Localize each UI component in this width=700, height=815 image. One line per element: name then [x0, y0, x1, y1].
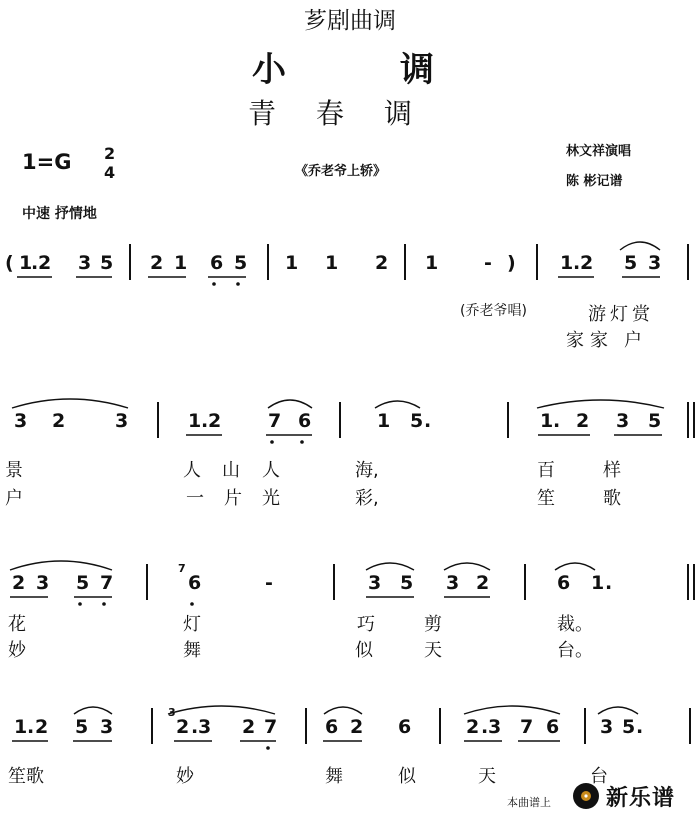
note: 2: [580, 252, 594, 274]
octave-dot: [236, 282, 240, 286]
key-signature: 1=G: [22, 150, 72, 174]
lyric-char: 剪: [424, 614, 442, 635]
lyric-char: 人: [183, 460, 201, 481]
note: 2: [35, 716, 49, 738]
lyric-char: 笙: [537, 488, 555, 509]
dot-mark: .: [636, 716, 644, 738]
dot-mark: .: [31, 252, 39, 274]
note: 7: [520, 716, 534, 738]
lyric-char: 灯: [610, 304, 628, 325]
note: ): [507, 252, 516, 274]
slur-arc: [74, 707, 112, 714]
lyric-char: 巧: [357, 614, 375, 635]
title-char-1: 小: [252, 50, 286, 90]
source-note: 《乔老爷上轿》: [295, 164, 387, 179]
note: 1: [188, 410, 202, 432]
note: 3: [648, 252, 662, 274]
note: 5: [75, 716, 89, 738]
note: 7: [268, 410, 282, 432]
note: 3: [616, 410, 630, 432]
lyric-char: 样: [603, 460, 621, 481]
site-logo-text: 新乐谱: [606, 786, 676, 811]
note: 2: [176, 716, 190, 738]
lyric-char: 灯: [183, 614, 201, 635]
note: 2: [576, 410, 590, 432]
slur-arc: [324, 707, 362, 714]
lyric-char: 山: [222, 460, 240, 481]
note: 3: [14, 410, 28, 432]
octave-dot: [78, 602, 82, 606]
lyric-char: (乔老爷唱): [460, 303, 527, 319]
lyric-char: 台。: [557, 640, 593, 661]
lyric-char: 人: [262, 460, 280, 481]
lyric-char: 似: [398, 766, 416, 787]
note: 5: [234, 252, 248, 274]
slur-arc: [10, 561, 112, 570]
lyric-char: 光: [262, 488, 280, 509]
note: 1: [377, 410, 391, 432]
note: 5: [400, 572, 414, 594]
note: 7: [100, 572, 114, 594]
slur-arc: [268, 400, 312, 408]
note: 3: [100, 716, 114, 738]
tempo-marking: 中速 抒情地: [22, 206, 97, 222]
subtitle: 青春调: [247, 97, 452, 130]
note: 3: [600, 716, 614, 738]
note: 2: [476, 572, 490, 594]
dot-mark: .: [573, 252, 581, 274]
dot-mark: .: [201, 410, 209, 432]
octave-dot: [266, 746, 270, 750]
lyric-char: 家: [590, 330, 608, 351]
note: 6: [557, 572, 571, 594]
slur-arc: [168, 706, 275, 714]
note: 2: [375, 252, 389, 274]
slur-arc: [366, 563, 414, 570]
lyric-char: 笙歌: [8, 766, 44, 787]
note: 1: [540, 410, 554, 432]
dot-mark: .: [553, 410, 561, 432]
grace-note: 7: [178, 562, 186, 575]
slur-arc: [12, 399, 128, 408]
slur-arc: [598, 707, 638, 714]
slur-arc: [464, 706, 560, 714]
sustain-dash: -: [484, 252, 492, 274]
time-signature-top: 2: [104, 144, 116, 163]
note: 6: [546, 716, 560, 738]
transcriber: 陈 彬记谱: [566, 174, 623, 189]
note: 2: [208, 410, 222, 432]
octave-dot: [190, 602, 194, 606]
note: 1: [19, 252, 33, 274]
note: 1: [560, 252, 574, 274]
lyric-char: 花: [8, 614, 26, 635]
lyric-char: 似: [355, 640, 373, 661]
lyric-char: 舞: [325, 766, 343, 787]
lyric-char: 妙: [8, 640, 26, 661]
slur-arc: [444, 563, 490, 570]
note: 3: [198, 716, 212, 738]
note: 2: [12, 572, 26, 594]
genre-title: 芗剧曲调: [304, 8, 396, 34]
lyric-char: 舞: [183, 640, 201, 661]
sustain-dash: -: [265, 572, 273, 594]
note: 5: [624, 252, 638, 274]
note: 2: [242, 716, 256, 738]
lyric-char: 裁。: [557, 614, 593, 635]
note: 3: [36, 572, 50, 594]
note: 7: [264, 716, 278, 738]
dot-mark: .: [605, 572, 613, 594]
dot-mark: .: [481, 716, 489, 738]
note: 6: [298, 410, 312, 432]
note: 1: [591, 572, 605, 594]
lyric-char: 百: [537, 460, 555, 481]
title-char-2: 调: [400, 50, 434, 90]
note: 1: [425, 252, 439, 274]
lyric-char: 家: [566, 330, 584, 351]
octave-dot: [300, 440, 304, 444]
note: 2: [350, 716, 364, 738]
octave-dot: [212, 282, 216, 286]
note: (: [5, 252, 14, 274]
note: 3: [368, 572, 382, 594]
note: 1: [325, 252, 339, 274]
lyric-char: 台: [590, 766, 608, 787]
grace-note: 3: [168, 706, 176, 719]
note: 5: [648, 410, 662, 432]
footer-note: 本曲谱上: [507, 796, 551, 809]
lyric-char: 天: [478, 766, 496, 787]
lyric-char: 一: [186, 488, 204, 509]
note: 1: [14, 716, 28, 738]
dot-mark: .: [424, 410, 432, 432]
note: 6: [188, 572, 202, 594]
lyric-char: 游: [588, 304, 606, 325]
note: 3: [115, 410, 129, 432]
note: 2: [150, 252, 164, 274]
performer: 林文祥演唱: [566, 144, 632, 159]
note: 3: [488, 716, 502, 738]
note: 6: [325, 716, 339, 738]
dot-mark: .: [27, 716, 35, 738]
note: 1: [174, 252, 188, 274]
octave-dot: [270, 440, 274, 444]
note: 3: [78, 252, 92, 274]
note: 6: [398, 716, 412, 738]
lyric-char: 片: [224, 488, 242, 509]
lyric-char: 妙: [176, 766, 194, 787]
lyric-char: 户: [5, 488, 23, 509]
note: 2: [52, 410, 66, 432]
note: 2: [466, 716, 480, 738]
octave-dot: [102, 602, 106, 606]
slur-arc: [537, 400, 664, 408]
lyric-char: 景: [5, 460, 23, 481]
note: 5: [76, 572, 90, 594]
note: 5: [622, 716, 636, 738]
slur-arc: [620, 242, 660, 250]
note: 5: [100, 252, 114, 274]
slur-arc: [375, 401, 420, 408]
lyric-char: 赏: [632, 304, 650, 325]
note: 6: [210, 252, 224, 274]
lyric-char: 海,: [355, 460, 379, 481]
note: 2: [38, 252, 52, 274]
lyric-char: 天: [424, 640, 442, 661]
time-signature-bottom: 4: [104, 163, 116, 182]
dot-mark: .: [191, 716, 199, 738]
note: 3: [446, 572, 460, 594]
lyric-char: 户: [624, 330, 642, 351]
lyric-char: 彩,: [355, 488, 379, 509]
lyric-char: 歌: [603, 488, 621, 509]
note: 5: [410, 410, 424, 432]
slur-arc: [555, 563, 595, 570]
note: 1: [285, 252, 299, 274]
